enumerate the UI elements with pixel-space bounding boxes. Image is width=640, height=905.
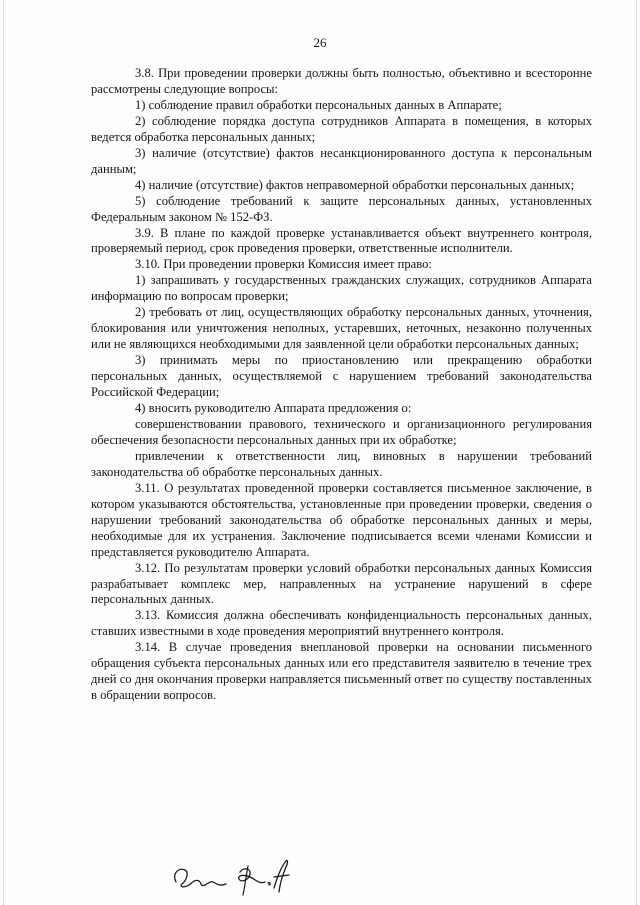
- paragraph-3-10-item-4: 4) вносить руководителю Аппарата предложения о:: [135, 401, 412, 416]
- paragraph-3-10-item-1: 1) запрашивать у государственных гражданских служащих, сотрудников Аппарата информацию по вопросам проверки;: [91, 273, 592, 304]
- document-body: [91, 66, 592, 704]
- handwritten-signature: [170, 858, 310, 900]
- paragraph-3-12: 3.12. По результатам проверки условий обработки персональных данных Комиссия разрабатывает комплекс мер, направленных на устранение нарушений в сфере персональных данных.: [91, 560, 592, 607]
- paragraph-3-14: 3.14. В случае проведения внеплановой проверки на основании письменного обращения субъекта персональных данных или его представителя заявителю в течение трех дней со дня окончания проверки направляется письменный ответ по существу поставленных в обращении вопросов.: [91, 640, 592, 703]
- paragraph-3-10-item-2: 2) требовать от лиц, осуществляющих обработку персональных данных, уточнения, блокирования или уничтожения неполных, устаревших, неточных, незаконно полученных или не являющихся необходимыми для заявленной цели обработки персональных данных;: [91, 305, 592, 352]
- paragraph-3-10: 3.10. При проведении проверки Комиссия имеет право:: [135, 257, 432, 272]
- paragraph-3-8-item-3: 3) наличие (отсутствие) фактов несанкционированного доступа к персональным данным;: [91, 145, 592, 176]
- paragraph-3-8-item-1: 1) соблюдение правил обработки персональных данных в Аппарате;: [135, 97, 502, 112]
- paragraph-3-10-item-4-sub-1: совершенствовании правового, технического и организационного регулирования обеспечения безопасности персональных данных при их обработке;: [91, 416, 592, 447]
- paragraph-3-11: 3.11. О результатах проведенной проверки составляется письменное заключение, в котором указываются обстоятельства, установленные при проведении проверки, сведения о нарушении требований законодательства об обработке персональных данных и меры, необходимые для их устранения. Заключение подписывается всеми членами Комиссии и представляется руководителю Аппарата.: [91, 480, 592, 559]
- paragraph-3-9: 3.9. В плане по каждой проверке устанавливается объект внутреннего контроля, проверяемый период, срок проведения проверки, ответственные исполнители.: [91, 225, 592, 256]
- page-number: 26: [313, 35, 327, 50]
- paragraph-3-10-item-3: 3) принимать меры по приостановлению или прекращению обработки персональных данных, осуществляемой с нарушением требований законодательства Российской Федерации;: [91, 353, 592, 400]
- paragraph-3-10-item-4-sub-2: привлечении к ответственности лиц, виновных в нарушении требований законодательства об обработке персональных данных.: [91, 448, 592, 479]
- scan-edge-left: [3, 0, 8, 905]
- paragraph-3-8-item-2: 2) соблюдение порядка доступа сотрудников Аппарата в помещения, в которых ведется обработка персональных данных;: [91, 113, 592, 144]
- paragraph-3-8: 3.8. При проведении проверки должны быть полностью, объективно и всесторонне рассмотрены следующие вопросы:: [91, 66, 592, 96]
- paragraph-3-8-item-4: 4) наличие (отсутствие) фактов неправомерной обработки персональных данных;: [135, 177, 575, 192]
- scan-edge-right: [632, 0, 637, 905]
- paragraph-3-8-item-5: 5) соблюдение требований к защите персональных данных, установленных Федеральным законом № 152-ФЗ.: [91, 193, 592, 224]
- paragraph-3-13: 3.13. Комиссия должна обеспечивать конфиденциальность персональных данных, ставших известными в ходе проведения мероприятий внутреннего контроля.: [91, 608, 592, 639]
